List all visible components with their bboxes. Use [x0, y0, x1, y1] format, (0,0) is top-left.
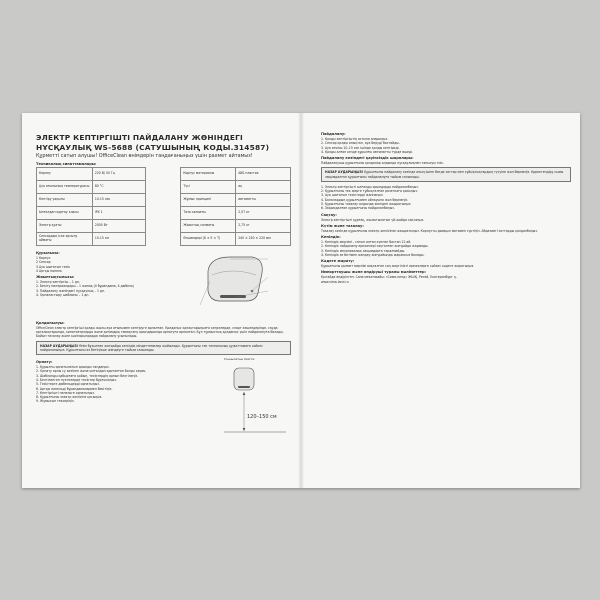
spec-key: Корпус материалы: [181, 168, 236, 181]
list-item: 4. Орналастыру шаблоны – 1 дн.: [36, 293, 90, 298]
spec-value: 10-15 сек: [92, 194, 145, 207]
spec-value: 2000 Вт: [92, 220, 145, 233]
list-item: 4. Белгіленген нүктелерде тесіктер бұрғылаңыз.: [36, 377, 117, 382]
spec-spacer: [146, 194, 181, 207]
warning-box: [36, 341, 291, 355]
manufacturer-heading: Импорттаушы және өндіруші туралы мәліметтер:: [321, 270, 426, 275]
spec-value: ABS пластик: [236, 168, 291, 181]
specs-row: [37, 233, 291, 246]
spec-key: Өлшемдері (Б × Е × Т): [181, 233, 236, 246]
disposal-heading: Кәдеге жарату:: [321, 259, 355, 264]
left-page: [22, 113, 301, 488]
list-item: 2. Бекіту материалдары – 1 жинақ (4 бұрандама, 4 дюбель): [36, 284, 135, 289]
mounted-dryer-illustration: [220, 358, 290, 434]
list-item: 6. Зақымдалған құрылғыны пайдаланбаңыз.: [321, 206, 395, 211]
safety-intro: Пайдаланушы құрылғыны қолданар алдында нұсқаулықпен танысуы тиіс.: [321, 161, 445, 166]
spec-key: Таза салмағы: [181, 207, 236, 220]
spec-spacer: [146, 220, 181, 233]
specs-row: [37, 181, 291, 194]
spec-key: Ылғалдан қорғау класы: [37, 207, 93, 220]
list-item: 3 Ауа шығатын тесік: [36, 264, 71, 269]
list-item: 9. Жұмысын тексеріңіз.: [36, 399, 75, 404]
spec-key: Жиынтық салмағы: [181, 220, 236, 233]
list-item: 4. Қолды алған кезде құрылғы автоматты түрде өшеді.: [321, 149, 413, 154]
list-item: 4. Кепілдік өз бетімен жөндеу жағдайында жарамсыз болады.: [321, 252, 425, 257]
spec-value: 240 × 240 × 220 мм: [236, 233, 291, 246]
spec-value: ақ: [236, 181, 291, 194]
title-line-1: ЭЛЕКТР КЕПТІРГІШТІ ПАЙДАЛАНУ ЖӨНІНДЕГІ: [36, 133, 243, 142]
greeting: Құрметті сатып алушы! OfficeClean өнімдерін таңдағаныңыз үшін рахмет айтамыз!: [36, 153, 253, 159]
list-item: 4 Артқы панель: [36, 268, 62, 273]
mounting-height-figure: [220, 358, 290, 434]
care-heading: Күтім және тазалау:: [321, 223, 364, 228]
spec-value: 10-15 см: [92, 233, 145, 246]
list-item: 2. Сенсор қолды анықтап, ауа беруді бастайды.: [321, 141, 400, 146]
install-heading: Орнату:: [36, 360, 53, 365]
spec-spacer: [146, 233, 181, 246]
warning-text: Өнім бұзылған жағдайда кепілдік міндеттемелер жойылады. Құрылғыны тек техникалық құжаттамаға сәйкес пайдаланыңыз. Құрылғыны өз бетіңізше жөндеуге тыйым салынады.: [40, 343, 263, 352]
safety-heading: Пайдалану кезіндегі қауіпсіздік шаралары:: [321, 156, 414, 161]
dimension-label: 120–150 см: [247, 414, 277, 421]
list-item: 1 Корпус: [36, 256, 51, 260]
storage-text: Электр кептіргішті құрғақ, жылытылатын үй-жайда сақтаңыз.: [321, 217, 425, 222]
warning-title: НАЗАР АУДАРЫҢЫЗ!: [40, 343, 79, 348]
list-item: 5. Құрылғыны тазалау алдында желіден ажыратыңыз.: [321, 201, 412, 206]
spec-key: Электр қуаты: [37, 220, 93, 233]
install-steps: [36, 365, 214, 404]
hand-dryer-illustration: [196, 251, 291, 313]
list-item: 1. Қолды кептіргіштің астына апарыңыз.: [321, 137, 389, 141]
list-item: 1. Электр кептіргішті ылғалды орындарда пайдаланбаңыз.: [321, 184, 419, 189]
figure-caption: Ұсынылатын биіктік: [224, 357, 255, 362]
storage-heading: Сақтау:: [321, 212, 337, 217]
usage-heading: Қолданылуы:: [36, 321, 65, 325]
specs-heading: Техникалық сипаттамалары:: [36, 162, 97, 166]
list-item: 2 Сенсор: [36, 260, 51, 265]
kit-heading: Жиынтықтылығы:: [36, 275, 75, 280]
website-link: www.sima-land.ru: [321, 279, 349, 284]
use-heading: Пайдалану:: [321, 132, 346, 136]
kit-list: [36, 280, 196, 297]
caution-box: [321, 167, 571, 181]
caution-title: НАЗАР АУДАРЫҢЫЗ!: [325, 170, 364, 175]
list-item: 2. Құрылғыны тек жерге тұйықталған розеткаға қосыңыз.: [321, 189, 418, 194]
spec-value: автоматты: [236, 194, 291, 207]
list-item: 3. Ауа шығатын тесіктерді жаппаңыз.: [321, 193, 384, 198]
spec-key: Жұмыс принципі: [181, 194, 236, 207]
list-item: 8. Құрылғыны электр желісіне қосыңыз.: [36, 395, 103, 400]
spec-value: 2,75 кг: [236, 220, 291, 233]
title-line-2: НҰСҚАУЛЫҚ WS-5688 (САТУШЫНЫҢ КОДЫ.314587): [36, 142, 270, 152]
spec-value: 2,57 кг: [236, 207, 291, 220]
list-item: 3. Кепілдік механикалық зақымдарға таралмайды.: [321, 248, 406, 253]
warranty-heading: Кепілдік:: [321, 234, 341, 239]
install-block: [36, 358, 291, 434]
list-item: 3. Пайдалану жөніндегі нұсқаулық – 1 дн.: [36, 288, 106, 293]
list-item: 4. Балалардың құрылғымен ойнауына жол бермеңіз.: [321, 197, 409, 202]
spec-key: Ауа ағынының температурасы: [37, 181, 93, 194]
spec-spacer: [146, 207, 181, 220]
list-item: 1. Электр кептіргіш – 1 дн.: [36, 280, 80, 285]
safety-list: [321, 185, 571, 211]
spec-spacer: [146, 168, 181, 181]
usage-text: OfficeClean электр кептіргіші қолды жылы ауа ағынымен кептіруге арналған. Қолданыс қонақтарыңызға кеңселерде, спорт кешендерінде, сауда орталықтарында, кинотеатрларда және қоғамдық тамақтану орындарында орнатуға арналған. Бұл тұрмыстық қолданыс үшін пайдалануға болады. Бойын тазалау және кәсіпорындарда пайдалану ұсынылады.: [36, 326, 284, 339]
list-item: 7. Кептіргішті панельге орнатыңыз.: [36, 390, 95, 395]
specs-row: [37, 220, 291, 233]
list-item: 2. Орнату орны су көзінен және ылғалдан қорғалған болуы керек.: [36, 369, 147, 374]
care-text: Тазалау кезінде құрылғыны электр желісінен ажыратыңыз. Корпусты дымқыл матамен сүртіңіз. Абразивті заттарды қолданбаңыз.: [321, 228, 538, 233]
use-steps: [321, 137, 571, 154]
list-item: 3. Шаблонды қабырғаға қойып, тесіктердің орнын белгілеңіз.: [36, 373, 139, 378]
disposal-text: Құрылғыны қызмет мерзімі аяқталған соң жергілікті ережелерге сәйкес кәдеге жаратыңыз.: [321, 264, 475, 269]
dryer-figure: [196, 251, 291, 313]
spec-key: Сенсордың іске қосылу аймағы: [37, 233, 93, 246]
list-item: 3. Ауа ағыны 10–15 сек ішінде қолды кептіреді.: [321, 145, 400, 150]
list-item: 1. Құрылғы орнатылатын орынды таңдаңыз.: [36, 365, 110, 370]
spec-value: 80 °C: [92, 181, 145, 194]
spec-value: 220 В/ 50 Гц: [92, 168, 145, 181]
specs-row: [37, 168, 291, 181]
list-item: 1. Кепілдік мерзімі – сатып алған күннен бастап 12 ай.: [321, 239, 412, 244]
spec-key: Түсі: [181, 181, 236, 194]
manufacturer-text: Қытайда өндірілген. Сапа мекенжайы: «Сима-ленд» ЖШҚ, Ресей, Екатеринбург қ.: [321, 275, 457, 280]
specs-row: [37, 194, 291, 207]
specs-row: [37, 207, 291, 220]
warranty-list: [321, 240, 571, 257]
spec-spacer: [146, 181, 181, 194]
list-item: 2. Кепілдік пайдалану ережелері сақталған жағдайда жарамды.: [321, 244, 429, 249]
specs-table: [36, 167, 291, 246]
spec-value: IPX 1: [92, 207, 145, 220]
spec-key: Кернеу: [37, 168, 93, 181]
right-page: [301, 113, 580, 488]
parts-list: [36, 256, 196, 273]
parts-and-kit-block: [36, 249, 291, 319]
list-item: 6. Артқы панельді бұрандамалармен бекітіңіз.: [36, 386, 113, 391]
list-item: 5. Тесіктерге дюбельдерді орнатыңыз.: [36, 382, 100, 387]
instruction-booklet: [22, 113, 580, 488]
caution-text: Құрылғыны пайдалану кезінде оның ішіне бөгде заттар мен сұйықтықтардың түсуіне жол бермеңіз. Қоректендіру сымы зақымдалған құрылғыны пайдалануға тыйым салынады.: [325, 170, 564, 179]
spec-key: Кептіру уақыты: [37, 194, 93, 207]
parts-heading: Құрылысы:: [36, 251, 60, 255]
